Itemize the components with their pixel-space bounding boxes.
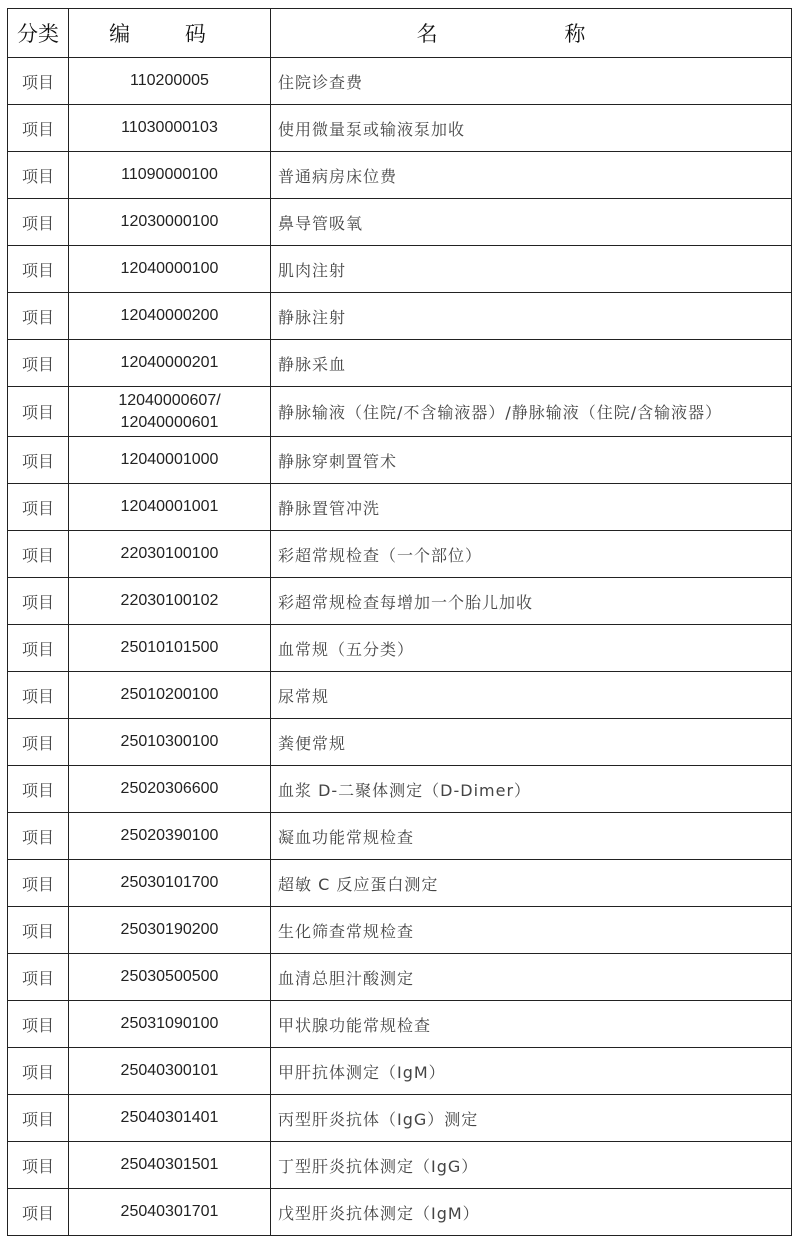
row-name: 血清总胆汁酸测定 [271,954,792,1001]
table-row [8,246,792,293]
row-category: 项目 [8,954,69,1001]
header-code: 编 码 [69,9,271,58]
row-name: 血浆 D-二聚体测定（D-Dimer） [271,766,792,813]
row-category: 项目 [8,199,69,246]
table-row [8,907,792,954]
table-row [8,293,792,340]
row-name: 鼻导管吸氧 [271,199,792,246]
row-category: 项目 [8,1142,69,1189]
table-row [8,1001,792,1048]
row-code: 22030100102 [69,578,271,625]
row-name: 戊型肝炎抗体测定（IgM） [271,1189,792,1236]
row-category: 项目 [8,293,69,340]
row-name: 静脉采血 [271,340,792,387]
row-category: 项目 [8,860,69,907]
row-category: 项目 [8,719,69,766]
row-name: 住院诊查费 [271,58,792,105]
row-category: 项目 [8,1095,69,1142]
row-name: 尿常规 [271,672,792,719]
row-category: 项目 [8,246,69,293]
row-name: 丙型肝炎抗体（IgG）测定 [271,1095,792,1142]
row-category: 项目 [8,437,69,484]
row-code: 25020390100 [69,813,271,860]
row-name: 静脉穿刺置管术 [271,437,792,484]
table-row [8,437,792,484]
row-name: 粪便常规 [271,719,792,766]
row-category: 项目 [8,484,69,531]
row-name: 使用微量泵或输液泵加收 [271,105,792,152]
table-row [8,58,792,105]
table-row [8,199,792,246]
row-category: 项目 [8,531,69,578]
row-category: 项目 [8,578,69,625]
row-code: 110200005 [69,58,271,105]
row-name: 静脉注射 [271,293,792,340]
row-code: 25031090100 [69,1001,271,1048]
row-code: 11030000103 [69,105,271,152]
row-category: 项目 [8,58,69,105]
row-category: 项目 [8,105,69,152]
table-row [8,860,792,907]
row-code: 25040301501 [69,1142,271,1189]
table-row [8,1189,792,1236]
row-code: 12030000100 [69,199,271,246]
row-code: 12040000100 [69,246,271,293]
row-code: 25030500500 [69,954,271,1001]
table-row [8,1095,792,1142]
table-row [8,484,792,531]
row-code: 12040000201 [69,340,271,387]
row-code-line: 12040000607/ [118,391,221,409]
row-code: 25010300100 [69,719,271,766]
row-code [69,387,271,437]
row-name: 普通病房床位费 [271,152,792,199]
row-name: 肌肉注射 [271,246,792,293]
header-name: 名 称 [271,9,792,58]
table-row [8,531,792,578]
table-row [8,152,792,199]
row-name: 甲肝抗体测定（IgM） [271,1048,792,1095]
row-name: 凝血功能常规检查 [271,813,792,860]
table-row [8,813,792,860]
row-code: 12040001001 [69,484,271,531]
row-category: 项目 [8,1048,69,1095]
row-name: 丁型肝炎抗体测定（IgG） [271,1142,792,1189]
row-code: 25010101500 [69,625,271,672]
row-category: 项目 [8,907,69,954]
row-category: 项目 [8,813,69,860]
row-code: 25010200100 [69,672,271,719]
row-category: 项目 [8,340,69,387]
row-category: 项目 [8,1189,69,1236]
row-code: 25030190200 [69,907,271,954]
row-code: 25020306600 [69,766,271,813]
row-code-line: 12040000601 [120,413,219,431]
table-row [8,672,792,719]
table-row [8,578,792,625]
row-name: 彩超常规检查（一个部位） [271,531,792,578]
table-header-row [8,9,792,58]
row-code: 12040001000 [69,437,271,484]
row-category: 项目 [8,625,69,672]
table-row [8,625,792,672]
row-category: 项目 [8,152,69,199]
row-code: 12040000200 [69,293,271,340]
row-name: 甲状腺功能常规检查 [271,1001,792,1048]
row-category: 项目 [8,766,69,813]
row-category: 项目 [8,672,69,719]
table-row [8,766,792,813]
row-category: 项目 [8,1001,69,1048]
row-code: 11090000100 [69,152,271,199]
row-code: 25040301401 [69,1095,271,1142]
header-category: 分类 [8,9,69,58]
row-code: 25040301701 [69,1189,271,1236]
row-code: 22030100100 [69,531,271,578]
table-row [8,1142,792,1189]
row-name: 血常规（五分类） [271,625,792,672]
row-name: 静脉输液（住院/不含输液器）/静脉输液（住院/含输液器） [271,387,792,437]
row-code: 25040300101 [69,1048,271,1095]
table-row [8,340,792,387]
fee-items-table [7,8,792,1236]
row-name: 生化筛查常规检查 [271,907,792,954]
table-row [8,954,792,1001]
row-category: 项目 [8,387,69,437]
table-row [8,105,792,152]
table-row [8,1048,792,1095]
row-name: 静脉置管冲洗 [271,484,792,531]
table-row [8,387,792,437]
row-name: 彩超常规检查每增加一个胎儿加收 [271,578,792,625]
row-name: 超敏 C 反应蛋白测定 [271,860,792,907]
row-code: 25030101700 [69,860,271,907]
table-row [8,719,792,766]
